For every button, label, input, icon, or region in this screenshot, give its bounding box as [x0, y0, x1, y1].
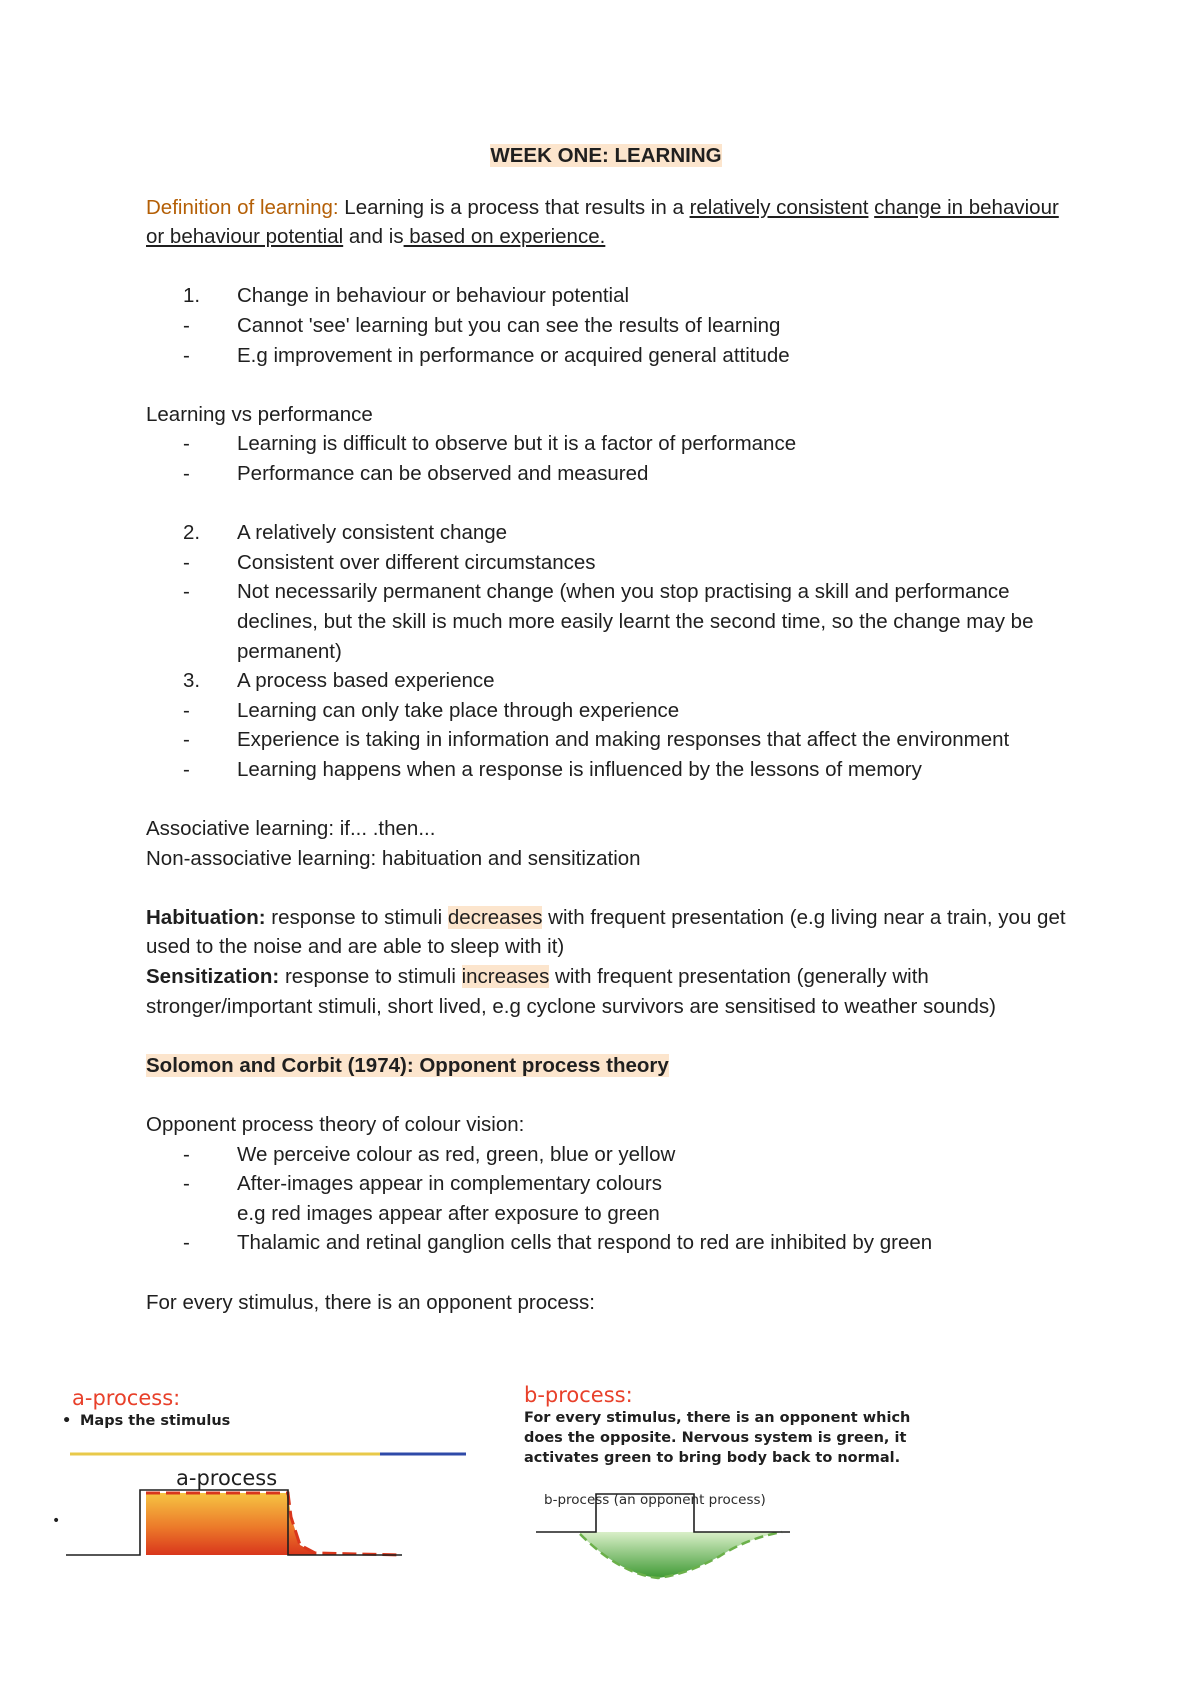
habituation-paragraph: Habituation: response to stimuli decreases with frequent presentation (e.g living near a train, you get used to the noise and are able to sleep with it)	[146, 905, 1066, 959]
a-process-graph-label: a-process	[176, 1466, 278, 1490]
list-item: - Consistent over different circumstances	[183, 550, 596, 574]
b-process-graph-label: b-process (an opponent process)	[544, 1492, 766, 1508]
list-item: - We perceive colour as red, green, blue or yellow	[183, 1142, 676, 1166]
list-item: - Not necessarily permanent change (when you stop practising a skill and performance declines, but the skill is much more easily learnt the second time, so the change may be permanent)	[183, 580, 1034, 663]
b-process-figure	[520, 1382, 940, 1592]
document-body	[146, 141, 1066, 1317]
numbered-item-1: 1. Change in behaviour or behaviour potential	[183, 284, 630, 308]
list-item: - Thalamic and retinal ganglion cells that respond to red are inhibited by green	[183, 1231, 933, 1255]
associative-learning-line: Associative learning: if... .then...	[146, 817, 436, 841]
b-process-description: For every stimulus, there is an opponent which does the opposite. Nervous system is green, it activates green to bring body back to normal.	[524, 1410, 911, 1466]
a-process-graph	[52, 1435, 480, 1585]
opponent-process-heading: Solomon and Corbit (1974): Opponent process theory	[146, 1053, 669, 1077]
page-title: WEEK ONE: LEARNING	[490, 144, 722, 167]
b-process-graph	[520, 1482, 940, 1602]
list-item: - Performance can be observed and measured	[183, 461, 649, 485]
sensitization-paragraph: Sensitization: response to stimuli increases with frequent presentation (generally with stronger/important stimuli, short lived, e.g cyclone survivors are sensitised to weather sounds)	[146, 965, 996, 1018]
list-item: - After-images appear in complementary colours e.g red images appear after exposure to green	[183, 1172, 662, 1225]
numbered-item-2: 2. A relatively consistent change	[183, 521, 508, 545]
learning-vs-performance-heading: Learning vs performance	[146, 402, 373, 426]
list-item: - Experience is taking in information and making responses that affect the environment	[183, 728, 1010, 752]
definition-paragraph: Definition of learning: Learning is a process that results in a relatively consistent change in behaviour or behaviour potential and is based on experience.	[146, 195, 1059, 249]
non-associative-learning-line: Non-associative learning: habituation and sensitization	[146, 846, 641, 870]
a-process-empty-bullet: •	[52, 1513, 61, 1529]
list-item: - Cannot 'see' learning but you can see the results of learning	[183, 313, 781, 337]
list-item: - Learning is difficult to observe but it is a factor of performance	[183, 432, 797, 456]
b-process-title: b-process:	[524, 1383, 633, 1407]
colour-vision-heading: Opponent process theory of colour vision:	[146, 1113, 525, 1136]
every-stimulus-line: For every stimulus, there is an opponent process:	[146, 1290, 595, 1314]
list-item: - Learning happens when a response is influenced by the lessons of memory	[183, 757, 922, 781]
list-item: - Learning can only take place through experience	[183, 698, 680, 722]
definition-label: Definition of learning:	[146, 195, 339, 219]
a-process-bullet: • Maps the stimulus	[62, 1413, 231, 1429]
a-process-title: a-process:	[72, 1386, 181, 1410]
b-process-fill	[580, 1532, 782, 1578]
numbered-item-3: 3. A process based experience	[183, 669, 495, 693]
a-process-figure	[52, 1385, 480, 1585]
list-item: - E.g improvement in performance or acquired general attitude	[183, 343, 790, 367]
